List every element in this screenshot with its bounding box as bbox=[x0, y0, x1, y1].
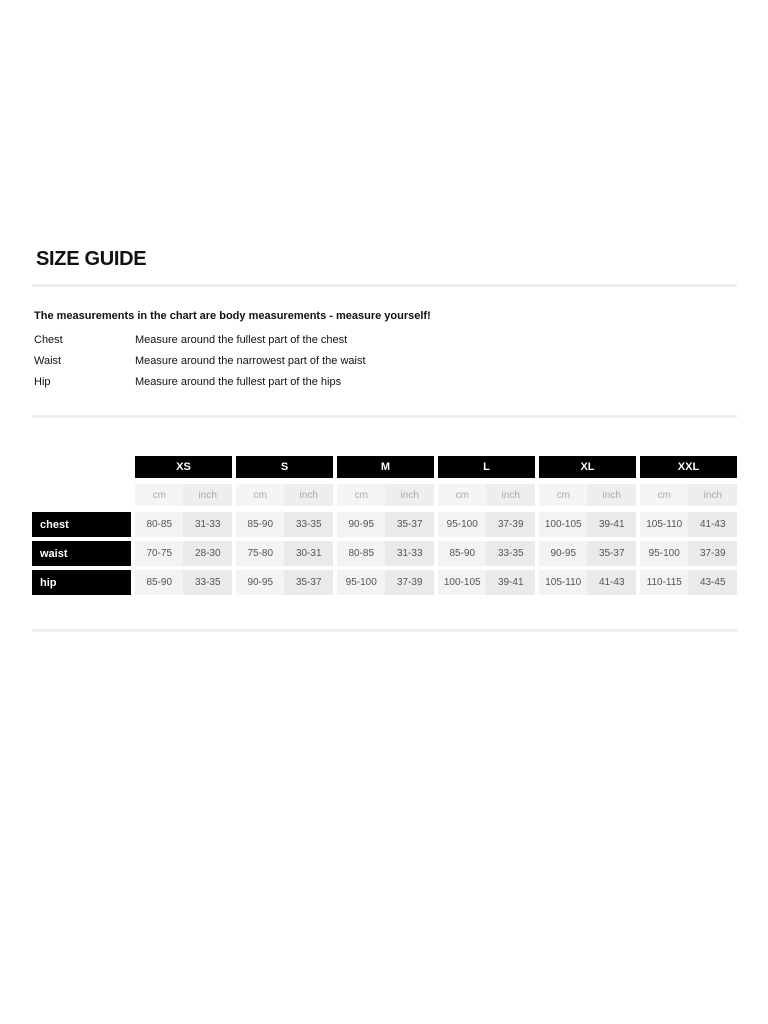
unit-inch: inch bbox=[284, 484, 337, 506]
divider-middle bbox=[32, 415, 737, 418]
unit-inch: inch bbox=[385, 484, 438, 506]
table-cell: 43-45 bbox=[688, 570, 741, 599]
table-cell: 37-39 bbox=[688, 541, 741, 570]
table-row-waist bbox=[32, 541, 741, 570]
table-cell: 31-33 bbox=[385, 541, 438, 570]
size-m-header: M bbox=[337, 456, 438, 478]
table-cell: 95-100 bbox=[438, 512, 486, 541]
table-cell: 70-75 bbox=[135, 541, 183, 570]
table-cell: 95-100 bbox=[337, 570, 385, 599]
table-cell: 85-90 bbox=[438, 541, 486, 570]
table-cell: 37-39 bbox=[385, 570, 438, 599]
table-cell: 41-43 bbox=[587, 570, 640, 599]
table-cell: 90-95 bbox=[539, 541, 587, 570]
definition-desc: Measure around the fullest part of the hips bbox=[135, 376, 342, 388]
definition-term: Hip bbox=[34, 376, 51, 388]
table-cell: 80-85 bbox=[135, 512, 183, 541]
table-cell: 105-110 bbox=[539, 570, 587, 599]
page-title: SIZE GUIDE bbox=[36, 248, 147, 270]
unit-inch: inch bbox=[688, 484, 741, 506]
table-cell: 105-110 bbox=[640, 512, 688, 541]
row-label-chest: chest bbox=[32, 512, 135, 541]
table-cell: 90-95 bbox=[337, 512, 385, 541]
table-cell: 41-43 bbox=[688, 512, 741, 541]
table-cell: 31-33 bbox=[183, 512, 236, 541]
table-cell: 37-39 bbox=[486, 512, 539, 541]
intro-text: The measurements in the chart are body measurements - measure yourself! bbox=[34, 310, 431, 322]
table-cell: 39-41 bbox=[587, 512, 640, 541]
unit-cm: cm bbox=[135, 484, 183, 506]
unit-cm: cm bbox=[539, 484, 587, 506]
table-row-hip bbox=[32, 570, 741, 599]
definition-desc: Measure around the fullest part of the chest bbox=[135, 334, 348, 346]
table-cell: 35-37 bbox=[284, 570, 337, 599]
table-cell: 33-35 bbox=[284, 512, 337, 541]
size-xxl-header: XXL bbox=[640, 456, 741, 478]
unit-cm: cm bbox=[438, 484, 486, 506]
table-cell: 80-85 bbox=[337, 541, 385, 570]
divider-bottom bbox=[32, 629, 737, 632]
table-cell: 85-90 bbox=[135, 570, 183, 599]
table-cell: 90-95 bbox=[236, 570, 284, 599]
unit-inch: inch bbox=[587, 484, 640, 506]
definition-term: Chest bbox=[34, 334, 63, 346]
unit-inch: inch bbox=[486, 484, 539, 506]
table-cell: 30-31 bbox=[284, 541, 337, 570]
table-cell: 28-30 bbox=[183, 541, 236, 570]
size-l-header: L bbox=[438, 456, 539, 478]
size-xl-header: XL bbox=[539, 456, 640, 478]
unit-inch: inch bbox=[183, 484, 236, 506]
size-header-row bbox=[32, 456, 741, 478]
table-cell: 35-37 bbox=[385, 512, 438, 541]
size-table bbox=[32, 456, 741, 599]
table-cell: 95-100 bbox=[640, 541, 688, 570]
row-label-hip: hip bbox=[32, 570, 135, 599]
size-xs-header: XS bbox=[135, 456, 236, 478]
unit-cm: cm bbox=[337, 484, 385, 506]
row-label-waist: waist bbox=[32, 541, 135, 570]
definition-term: Waist bbox=[34, 355, 62, 367]
table-cell: 35-37 bbox=[587, 541, 640, 570]
size-s-header: S bbox=[236, 456, 337, 478]
divider-top bbox=[32, 284, 737, 287]
table-cell: 39-41 bbox=[486, 570, 539, 599]
table-cell: 33-35 bbox=[486, 541, 539, 570]
definition-desc: Measure around the narrowest part of the waist bbox=[135, 355, 366, 367]
table-cell: 100-105 bbox=[438, 570, 486, 599]
table-cell: 100-105 bbox=[539, 512, 587, 541]
unit-cm: cm bbox=[640, 484, 688, 506]
table-row-chest bbox=[32, 512, 741, 541]
table-cell: 110-115 bbox=[640, 570, 688, 599]
unit-row bbox=[32, 484, 741, 506]
table-cell: 85-90 bbox=[236, 512, 284, 541]
table-cell: 75-80 bbox=[236, 541, 284, 570]
table-cell: 33-35 bbox=[183, 570, 236, 599]
unit-cm: cm bbox=[236, 484, 284, 506]
